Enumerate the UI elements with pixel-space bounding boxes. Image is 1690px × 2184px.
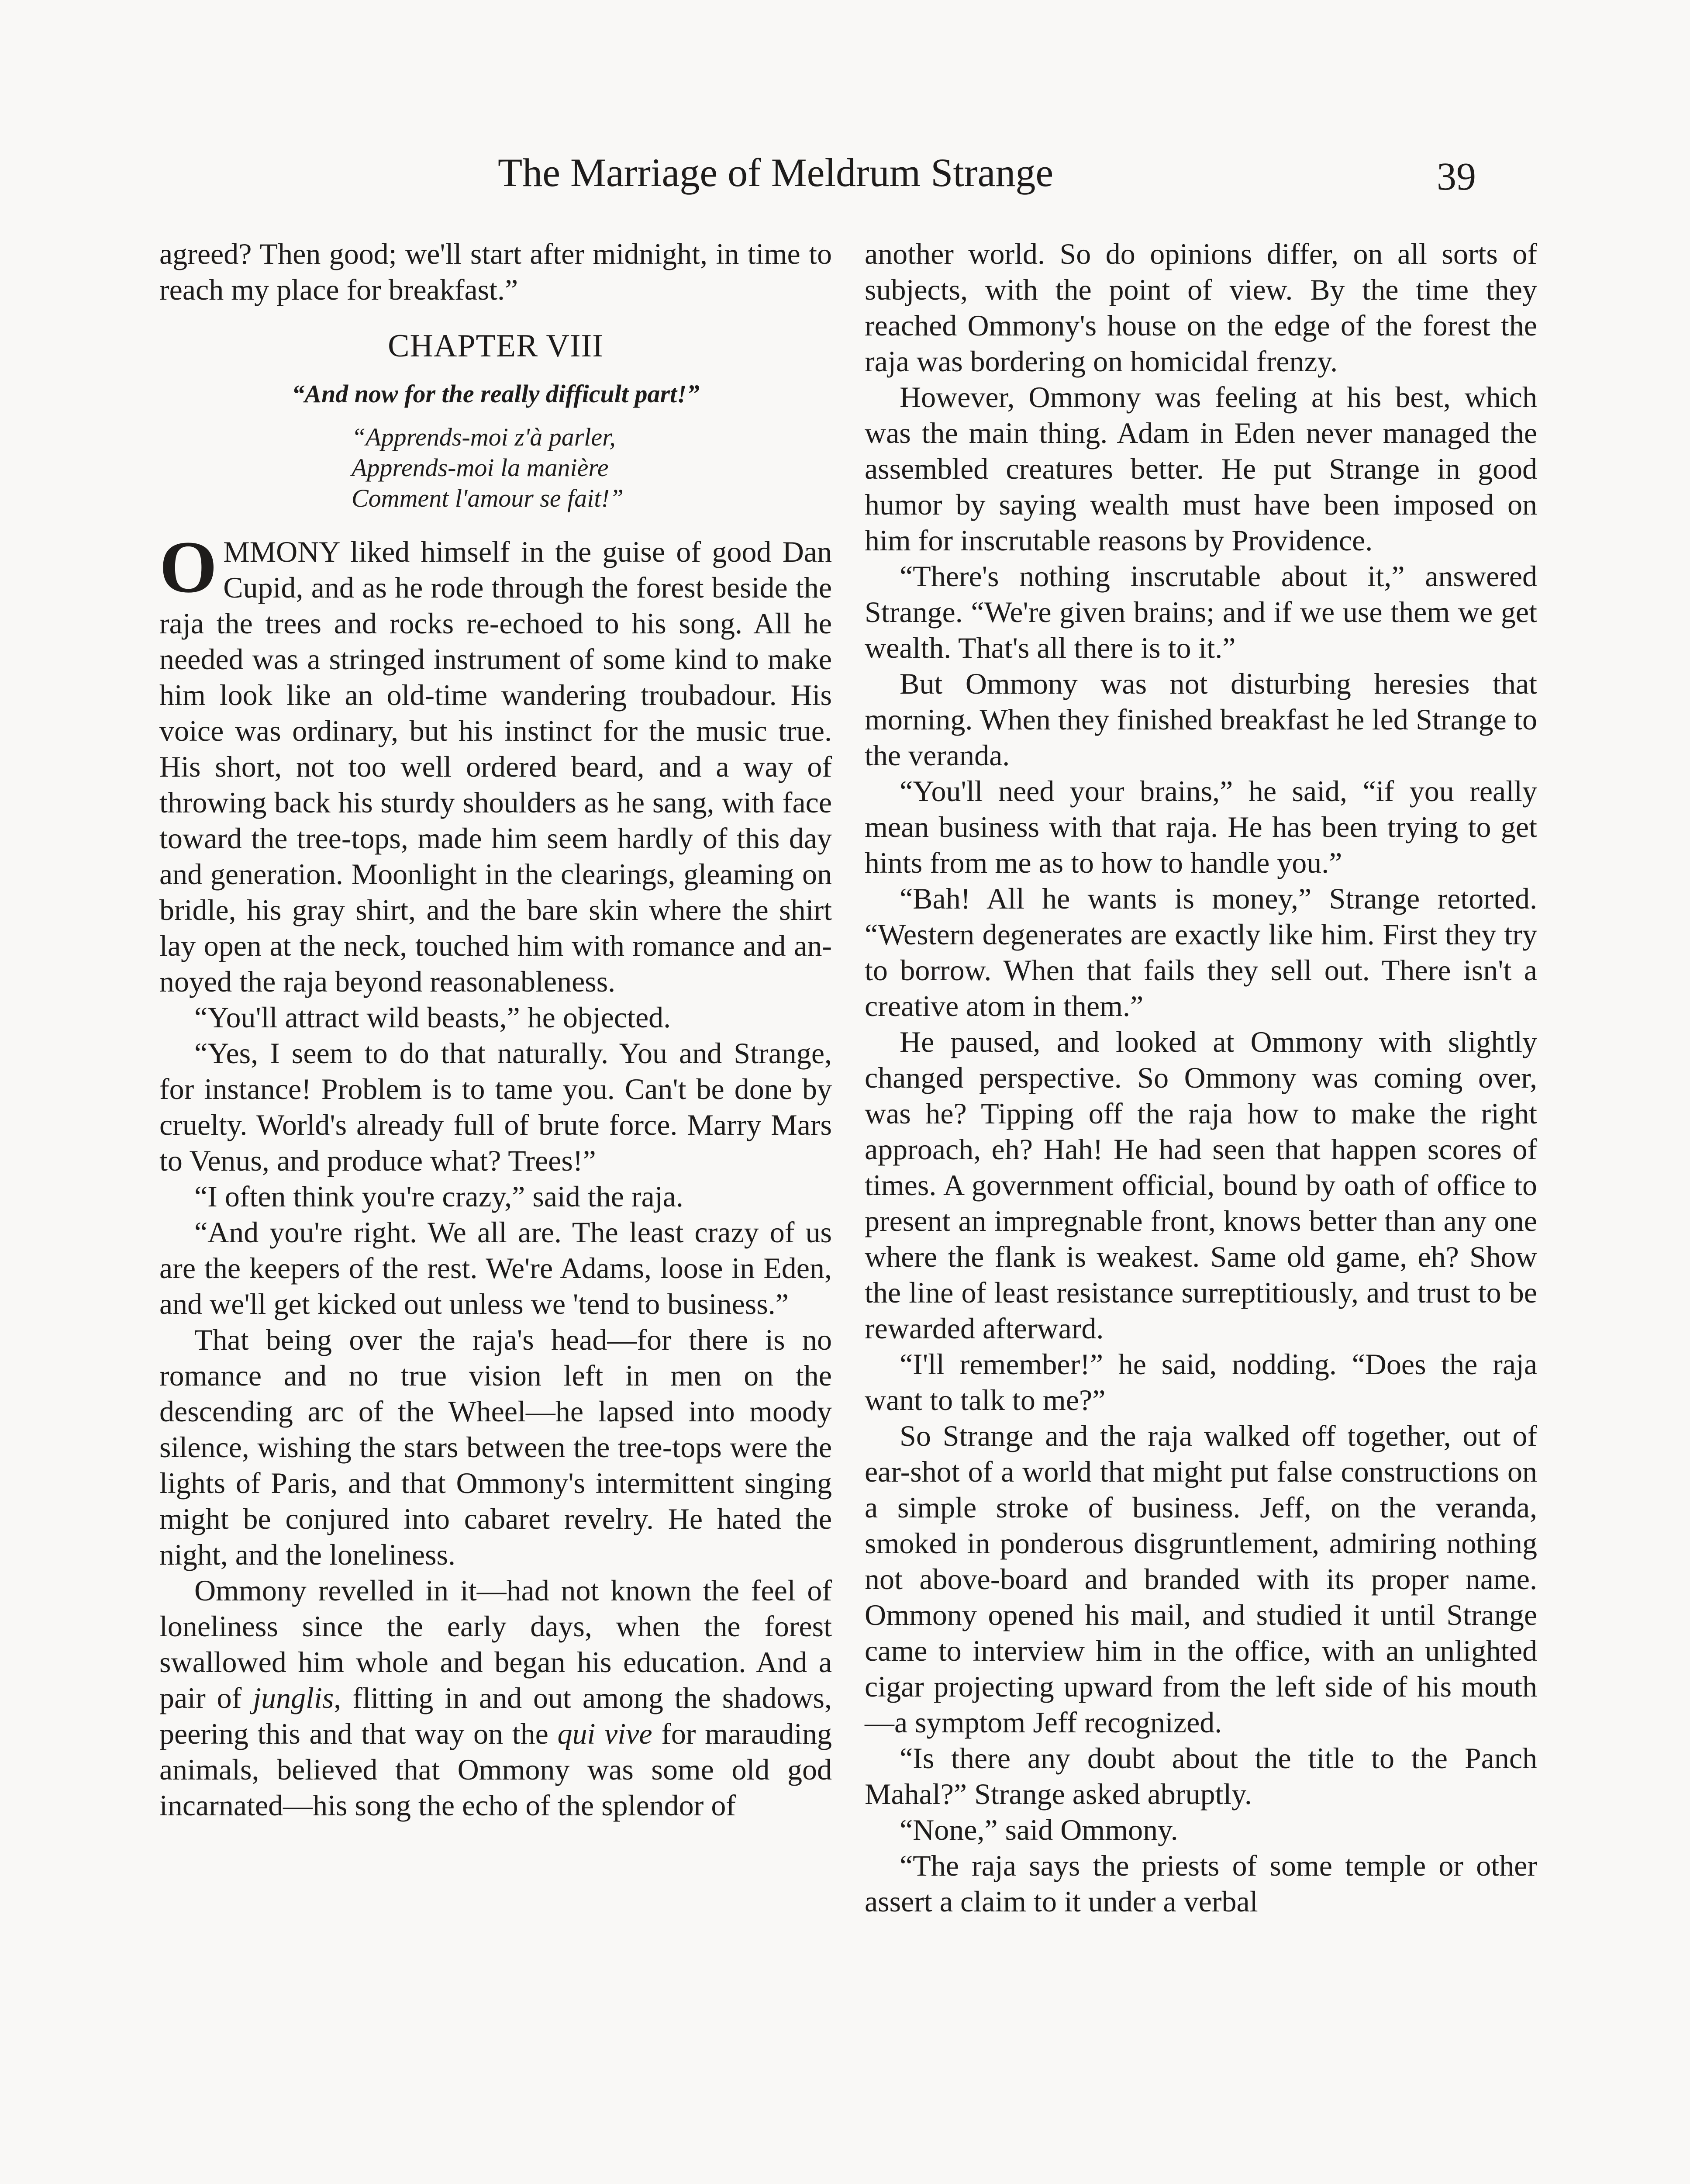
paragraph: He paused, and looked at Ommony with slightly changed perspective. So Ommony was coming over, was he? Tipping off the raja how to make the right approach, eh? Hah! He had seen that happen scores of times. A government official, bound by oath of office to present an impregnable front, knows better than any one where the flank is weakest. Same old game, eh? Show the line of least resistance surreptitiously, and trust to be rewarded afterward.: [865, 1025, 1537, 1345]
paragraph: [159, 1572, 832, 1823]
right-column: [865, 236, 1537, 1919]
paragraph: “I often think you're crazy,” said the raja.: [194, 1180, 683, 1213]
paragraph: That being over the raja's head—for there is no romance and no true vision left in men on the descending arc of the Wheel—he lapsed into moody silence, wishing the stars between the tree-tops were the lights of Paris, and that Ommony's intermittent singing might be conjured into cabaret revelry. He hated the night, and the loneliness.: [159, 1323, 832, 1571]
italic-word: junglis: [253, 1681, 334, 1714]
paragraph: However, Ommony was feeling at his best, which was the main thing. Adam in Eden never managed the assembled creatures better. He put Strange in good humor by saying wealth must have been imposed on him for inscrutable reasons by Providence.: [865, 380, 1537, 557]
opening-text: MMONY liked himself in the guise of good Dan Cupid, and as he rode through the forest beside the raja the trees and rocks re-echoed to his song. All he needed was a stringed instrument of some kind to make him look like an old-time wandering troubadour. His voice was ordinary, but his instinct for the music true. His short, not too well ordered beard, and a way of throwing back his sturdy shoulders as he sang, with face toward the tree-tops, made him seem hardly of this day and generation. Moonlight in the clearings, gleaming on bridle, his gray shirt, and the bare skin where the shirt lay open at the neck, touched him with romance and annoyed the raja beyond reasonableness.: [159, 535, 832, 998]
paragraph: But Ommony was not disturbing heresies that morning. When they finished breakfast he led Strange to the veranda.: [865, 667, 1537, 772]
paragraph: “You'll attract wild beasts,” he objected.: [194, 1001, 671, 1034]
paragraph: another world. So do opinions differ, on all sorts of subjects, with the point of view. By the time they reached Ommony's house on the edge of the forest the raja was bordering on homicidal frenzy.: [865, 237, 1537, 378]
epigraph: [352, 422, 832, 514]
page-number: 39: [1437, 155, 1476, 198]
italic-phrase: qui vive: [557, 1717, 652, 1750]
paragraph: “I'll remember!” he said, nodding. “Does the raja want to talk to me?”: [865, 1348, 1537, 1417]
paragraph: So Strange and the raja walked off together, out of ear-shot of a world that might put false constructions on a simple stroke of business. Jeff, on the veranda, smoked in ponderous disgruntlement, admiring nothing not above-board and branded with its proper name. Ommony opened his mail, and studied it until Strange came to interview him in the office, with an unlighted cigar projecting upward from the left side of his mouth—a symptom Jeff recognized.: [865, 1419, 1537, 1739]
paragraph: “Is there any doubt about the title to the Panch Mahal?” Strange asked abruptly.: [865, 1742, 1537, 1811]
chapter-subtitle: “And now for the really difficult part!”: [292, 380, 700, 408]
chapter-heading: CHAPTER VIII: [388, 328, 604, 364]
paragraph: “Yes, I seem to do that naturally. You and Strange, for instance! Problem is to tame you. Can't be done by cruelty. World's already full of brute force. Marry Mars to Venus, and produce what? Trees!”: [159, 1037, 832, 1177]
left-column: [159, 236, 832, 1823]
paragraph: “None,” said Ommony.: [900, 1813, 1178, 1846]
opening-paragraph: [159, 526, 832, 999]
epigraph-line: “Apprends-moi z'à parler,: [352, 423, 616, 451]
paragraph: “The raja says the priests of some temple or other assert a claim to it under a verbal: [865, 1849, 1537, 1918]
drop-cap: O: [159, 526, 217, 608]
epigraph-line: Comment l'amour se fait!”: [352, 484, 624, 512]
page-header: [0, 144, 1690, 214]
paragraph: “You'll need your brains,” he said, “if you really mean business with that raja. He has been trying to get hints from me as to how to handle you.”: [865, 774, 1537, 879]
text-run: for marauding animals, believed that Ommony was some old god incarnated—his song the echo of the splendor of: [159, 1717, 832, 1822]
text-run: Ommony revelled in it—had not known the feel of loneliness since the early days, when the forest swallowed him whole and began his education. And a pair of: [159, 1574, 832, 1714]
paragraph: “And you're right. We all are. The least crazy of us are the keepers of the rest. We're Adams, loose in Eden, and we'll get kicked out unless we 'tend to business.”: [159, 1216, 832, 1320]
epigraph-line: Apprends-moi la manière: [352, 453, 609, 482]
running-title: The Marriage of Meldrum Strange: [498, 150, 1054, 195]
paragraph: “There's nothing inscrutable about it,” answered Strange. “We're given brains; and if we use them we get wealth. That's all there is to it.”: [865, 560, 1537, 664]
text-run: , flitting in and out among the shadows, peering this and that way on the: [159, 1681, 832, 1750]
paragraph: agreed? Then good; we'll start after midnight, in time to reach my place for breakfast.”: [159, 237, 832, 306]
paragraph: “Bah! All he wants is money,” Strange retorted. “Western degenerates are exactly like him. First they try to borrow. When that fails they sell out. There isn't a creative atom in them.”: [865, 882, 1537, 1023]
